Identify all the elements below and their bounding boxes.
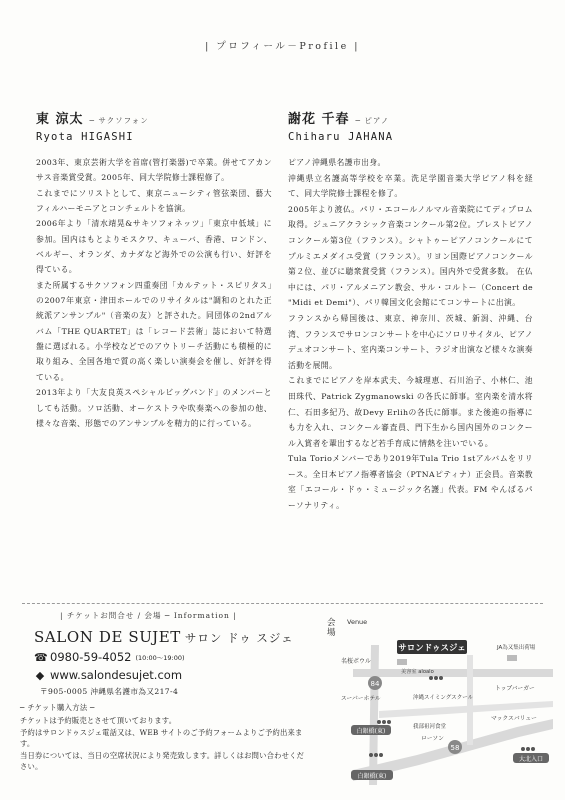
artist-instrument: ─ ピアノ (355, 116, 390, 125)
label-super-hotel: スーパーホテル (341, 696, 381, 702)
building-ja (507, 655, 517, 661)
label-biyoushitsu: 美容室 aloalo (401, 669, 434, 675)
artist-name-text: 謝花 千春 (288, 112, 350, 127)
artist-name-text: 東 涼太 (36, 112, 84, 127)
route-58-number: 58 (450, 744, 460, 752)
venue-name-en: SALON DE SUJET (34, 628, 181, 646)
right-artist (288, 108, 533, 514)
ticket-info (20, 703, 310, 773)
bio-paragraph: ピアノ沖縄県名護市出身。 (288, 158, 386, 167)
venue-address: 〒905-0005 沖縄県名護市為又217-4 (40, 687, 179, 696)
bio-paragraph: 2013年より「大友良英スペシャルビッグバンド」のメンバーとしても活動。ソロ活動、オーケストラや吹奏楽への参加の他、様々な音楽、形態でのアンサンブルを精力的に行っている。 (36, 388, 272, 428)
phone-icon: ☎ (34, 650, 48, 664)
label-meiho-bowl: 名桜ボウル (341, 658, 371, 665)
left-artist (36, 108, 272, 431)
web-icon: ◆ (35, 668, 45, 682)
map-graphic (327, 615, 553, 785)
label-ja-store: JA為又集出荷場 (497, 645, 536, 651)
traffic-light-icon (521, 747, 535, 751)
bio-paragraph: 2003年、東京芸術大学を首席(管打楽器)で卒業。併せてアカンサス音楽賞受賞。2005年、同大学院修士課程修了。 (36, 158, 272, 183)
phone-number[interactable]: 0980-59-4052 (50, 650, 132, 664)
label-toppu-bar: トップバーガー (495, 686, 535, 692)
website-link[interactable]: www.salondesujet.com (50, 668, 183, 682)
artist-bio (288, 155, 533, 514)
bio-paragraph: これまでにソリストとして、東京ニューシティ管弦楽団、藝大フィルハーモニアとコンチェルトを協演。 (36, 188, 272, 214)
venue-map[interactable] (327, 615, 553, 785)
artist-romaji: Ryota HIGASHI (36, 131, 134, 143)
label-lawson: ローソン (421, 736, 444, 742)
artist-romaji: Chiharu JAHANA (288, 131, 394, 143)
traffic-light-icon (369, 753, 383, 757)
label-gabu-shokudo: 我部祖河食堂 (413, 724, 447, 730)
traffic-light-icon (377, 720, 391, 724)
info-header: | チケットお問合せ / 会場 ─ Information | (60, 611, 237, 620)
artist-instrument: ─ サクソフォン (89, 116, 149, 125)
bio-paragraph: 2005年より渡仏。パリ・エコールノルマル音楽院にてディプロム取得。ジュニアクラシック音楽コンクール第2位。プレストピアノコンクール第3位（フランス）。シャトゥーピアノコンクールにてプルミエメダイユ受賞（フランス）。リヨン国際ピアノコンクール第２位、並びに聴衆賞受賞（フランス）。国内外で受賞多数。 在仏中には、パリ・アルメニアン教会、サル・コルトー（Concert de "Midi et Demi"）、パリ韓国文化会館にてコンサートに出演。 (288, 204, 533, 308)
road-upper (353, 669, 553, 677)
label-shirogin-top: 白銀橋(東) (356, 728, 386, 735)
venue-name (34, 628, 294, 646)
building-biyoushitsu (397, 659, 407, 665)
venue-name-kana: サロン ドゥ スジェ (184, 631, 294, 645)
route-84-number: 84 (370, 680, 380, 688)
artist-name (288, 108, 533, 127)
venue-en-label: Venue (347, 618, 368, 626)
label-maxvalu: マックスバリュー (491, 716, 537, 722)
ticket-line: チケットは予約販売とさせて頂いております。 (20, 716, 177, 725)
information-block (34, 610, 294, 697)
section-divider (22, 603, 543, 604)
ticket-line: 予約はサロンドゥスジェ電話又は、WEB サイトのご予約フォームよりご予約出来ます。 (20, 727, 303, 749)
phone-row (34, 650, 286, 664)
bio-paragraph: Tula Torioメンバーであり2019年Tula Trio 1stアルバムをリリース。全日本ピアノ指導者協会（PTNAピティナ）正会員。音楽教室「エコール・ドゥ・ミュージック名護」代表。FM やんばるパーソナリティ。 (288, 454, 533, 511)
bio-paragraph: また所属するサクソフォン四重奏団「カルテット・スピリタス」の2007年東京・津田ホールでのリサイタルは"調和のとれた正統派アンサンブル"（音楽の友）と評された。同団体の2ndアルバム「THE QUARTET」は「レコード芸術」誌において特選盤に選ばれる。小学校などでのアウトリーチ活動にも積極的に取り組み、全国各地で質の高く楽しい演奏会を催し、好評を得ている。 (36, 280, 272, 382)
artist-name (36, 108, 272, 127)
business-hours: (10:00〜19:00) (135, 653, 185, 662)
profile-header: | プロフィール－Profile | (205, 41, 360, 52)
traffic-light-icon (429, 676, 443, 680)
bio-paragraph: これまでにピアノを岸本武夫、今城理恵、石川治子、小林仁、池田珠代、Patrick Zygmanowski の各氏に師事。室内楽を清水将仁、石田多紀乃、故Devy Erlihの各氏に師事。また後進の指導にも力を入れ、コンクール審査員、門下生から国内国外のコンクール入賞者を輩出するなど若手育成に情熱を注いでいる。 (288, 376, 533, 448)
website-row (34, 668, 286, 682)
label-taihoku: 大北入口 (518, 756, 544, 763)
ticket-line: 当日券については、当日の空席状況により発売致します。詳しくはお問い合わせください。 (20, 750, 305, 772)
bio-paragraph: 沖縄県立名護高等学校を卒業。洗足学園音楽大学ピアノ科を経て、同大学院修士課程を修了。 (288, 173, 533, 199)
map-side-label: 会場 (327, 618, 336, 638)
ticket-header: ─ チケット購入方法 ─ (20, 703, 95, 712)
label-shirogin-bottom: 白銀橋(東) (357, 773, 387, 780)
venue-marker-label: サロンドゥスジェ (398, 643, 466, 654)
label-swimming: 沖縄スイミングスクール (413, 695, 474, 701)
bio-paragraph: 2006年より「清水靖晃&サキソフォネッツ」「東京中低域」に参加。国内はもとよりモスクワ、キューバ、香港、ロンドン、ベルギー、オランダ、カナダなど海外での公演も行い、好評を得ている。 (36, 219, 272, 275)
bio-paragraph: フランスから帰国後は、東京、神奈川、茨城、新潟、沖縄、台湾、フランスでサロンコンサートを中心にソロリサイタル、ピアノデュオコンサート、室内楽コンサート、ラジオ出演など様々な演奏活動を展開。 (288, 313, 533, 370)
artist-bio (36, 155, 272, 431)
